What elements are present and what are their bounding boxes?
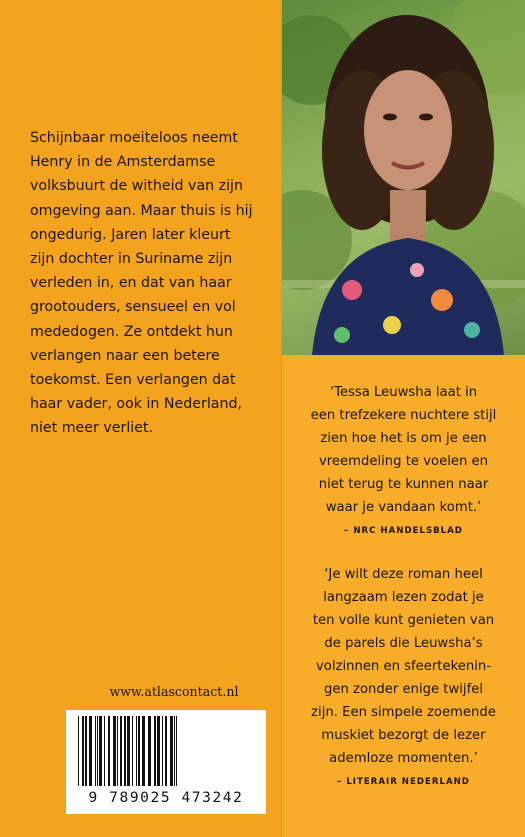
- quote-line: vreemdeling te voelen en: [318, 454, 488, 469]
- quote-line: ‘Tessa Leuwsha laat in: [329, 385, 478, 400]
- quote-text: [284, 381, 523, 519]
- quote-line: zien hoe het is om je een: [320, 431, 487, 446]
- barcode-bar: [117, 716, 118, 786]
- quote-source: – LITERAIR NEDERLAND: [337, 777, 470, 787]
- blurb-line: niet meer verliet.: [30, 420, 153, 437]
- barcode-bar: [165, 716, 167, 786]
- barcode-bar: [95, 716, 96, 786]
- isbn-number: 9 789025 473242: [66, 790, 266, 806]
- barcode-bar: [120, 716, 122, 786]
- barcode-bars: [66, 710, 266, 790]
- barcode-bar: [132, 716, 133, 786]
- publisher-website: www.atlascontact.nl: [109, 684, 239, 699]
- blurb-line: Henry in de Amsterdamse: [30, 154, 216, 171]
- blurb-line: volksbuurt de witheid van zijn: [30, 178, 243, 195]
- blurb-line: verlangen naar een betere: [30, 347, 220, 364]
- barcode-bar: [99, 716, 102, 786]
- blurb-line: ongedurig. Jaren later kleurt: [30, 226, 231, 243]
- barcode-bar: [157, 716, 160, 786]
- quote-line: ‘Je wilt deze roman heel: [324, 567, 483, 582]
- barcode-bar: [82, 716, 84, 786]
- blurb-line: zijn dochter in Suriname zijn: [30, 251, 233, 268]
- blurb-line: mededogen. Ze ontdekt hun: [30, 323, 233, 340]
- quote-line: de parels die Leuwsha’s: [324, 636, 483, 651]
- quote-text: [284, 563, 523, 770]
- barcode-bar: [113, 716, 116, 786]
- quote-line: zijn. Een simpele zoemende: [311, 705, 496, 720]
- barcode-bar: [138, 716, 140, 786]
- barcode-bar: [176, 716, 177, 786]
- barcode-bar: [78, 716, 79, 786]
- quote-source: – NRC HANDELSBLAD: [344, 526, 463, 536]
- blurb-line: toekomst. Een verlangen dat: [30, 372, 236, 389]
- barcode-bar: [108, 716, 110, 786]
- quote-line: niet terug te kunnen naar: [318, 477, 489, 492]
- blurb-line: verleden in, en dat van haar: [30, 275, 232, 292]
- blurb-line: Schijnbaar moeiteloos neemt: [30, 130, 238, 146]
- barcode-bar: [104, 716, 105, 786]
- quote-line: een trefzekere nuchtere stijl: [310, 408, 497, 423]
- barcode-bar: [174, 716, 175, 786]
- quote-line: volzinnen en sfeertekenin-: [315, 659, 492, 674]
- author-photo: [282, 0, 525, 355]
- barcode-bar: [170, 716, 173, 786]
- review-quote-nrc: [284, 381, 523, 536]
- barcode-bar: [142, 716, 145, 786]
- barcode-bar: [124, 716, 126, 786]
- barcode-bar: [85, 716, 87, 786]
- blurb-line: omgeving aan. Maar thuis is hij: [30, 202, 253, 219]
- barcode-bar: [136, 716, 137, 786]
- quote-line: gen zonder enige twijfel: [324, 682, 483, 697]
- barcode-bar: [127, 716, 130, 786]
- barcode-bar: [148, 716, 151, 786]
- blurb-line: haar vader, ook in Nederland,: [30, 396, 242, 413]
- book-blurb: [30, 126, 275, 441]
- barcode-bar: [89, 716, 92, 786]
- review-quote-literair-nederland: [284, 563, 523, 787]
- quote-line: muskiet bezorgt de lezer: [321, 728, 486, 743]
- quote-line: waar je vandaan komt.’: [325, 500, 482, 515]
- quote-line: langzaam lezen zodat je: [323, 590, 484, 605]
- barcode-bar: [154, 716, 156, 786]
- quote-line: ademloze momenten.’: [329, 751, 478, 766]
- barcode-bar: [162, 716, 163, 786]
- barcode-bar: [97, 716, 98, 786]
- blurb-line: grootouders, sensueel en vol: [30, 299, 236, 316]
- quote-line: ten volle kunt genieten van: [312, 613, 495, 628]
